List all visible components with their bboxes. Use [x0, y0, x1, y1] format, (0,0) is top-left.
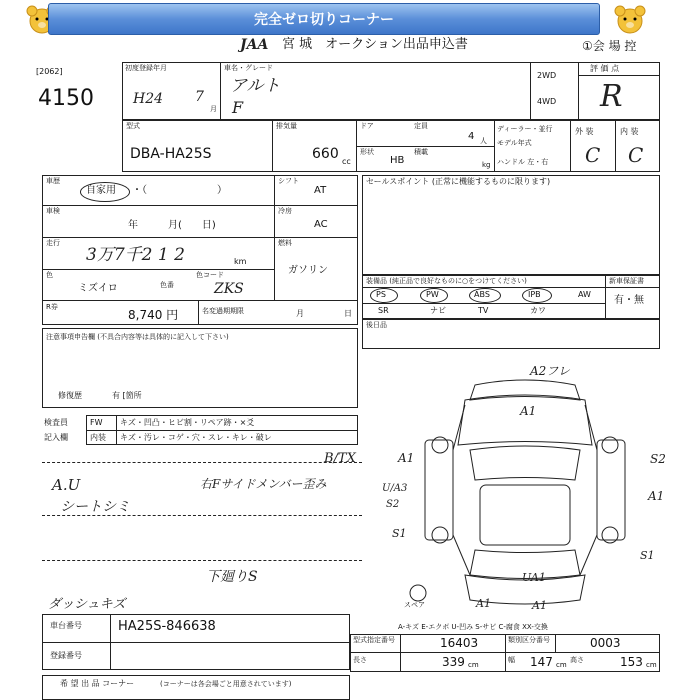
- spare-label: スペア: [404, 601, 425, 609]
- month-unit: 月: [210, 105, 217, 113]
- height-value: 153: [620, 655, 643, 669]
- handwritten-note-3: 右Fサイドメンバー歪み: [200, 477, 327, 491]
- equip-ipb: IPB: [528, 290, 541, 299]
- color-code: ZKS: [214, 281, 244, 297]
- int-items: キズ・汚レ・コゲ・穴・スレ・キレ・破レ: [120, 433, 272, 442]
- width-label: 幅: [508, 656, 515, 664]
- chassis-label: 車台番号: [50, 621, 82, 630]
- diag-label-top: A2フレ: [530, 364, 570, 378]
- diag-label-left-mid2: S2: [386, 499, 400, 510]
- displacement: 660: [312, 146, 339, 162]
- handwritten-note-1: A.U: [52, 476, 81, 494]
- aircon-label: 冷房: [278, 207, 292, 215]
- handwritten-note-5: ダッシュキズ: [48, 597, 126, 612]
- inspection-value: 年 月( 日): [128, 220, 216, 231]
- class-number: 0003: [590, 636, 621, 650]
- inspection-label: 車検: [46, 207, 60, 215]
- diag-label-right-low: S1: [640, 549, 655, 562]
- use-rest: ・（ ）: [132, 185, 227, 196]
- use-value: 自家用: [86, 185, 116, 196]
- entry-label: 記入欄: [44, 433, 68, 442]
- width-value: 147: [530, 655, 553, 669]
- color-code-label: 色コード: [196, 271, 224, 279]
- shape: HB: [390, 155, 405, 166]
- grade: F: [232, 98, 244, 117]
- cert-number: 16403: [440, 636, 479, 650]
- model-name: アルト: [230, 76, 281, 96]
- load-unit: kg: [482, 161, 491, 169]
- diag-label-rear: UA1: [522, 571, 546, 584]
- first-reg-month: 7: [195, 89, 204, 105]
- width-unit: cm: [556, 661, 567, 669]
- form-title: 宮 城 オークション出品申込書: [282, 37, 468, 52]
- chassis-number: HA25S-846638: [118, 619, 216, 634]
- int-label: 内装: [90, 433, 106, 442]
- capacity: 4: [468, 131, 475, 142]
- drive-4wd: 4WD: [537, 97, 557, 106]
- equip-pw: PW: [426, 290, 439, 299]
- height-label: 高さ: [570, 656, 584, 664]
- model-year-label: モデル年式: [497, 139, 532, 147]
- damage-legend: A-キズ E-エクボ U-凹み S-サビ C-腐食 XX-交換: [398, 623, 548, 631]
- recycle-fee: 8,740 円: [128, 308, 179, 322]
- inspector-label: 検査員: [44, 418, 68, 427]
- caution-label: 注意事項申告欄 (不具合内容等は具体的に記入して下さい): [46, 333, 229, 341]
- length-label: 長さ: [353, 656, 367, 664]
- handwritten-note-4: 下廻りS: [206, 569, 258, 585]
- shift-label: シフト: [278, 177, 299, 185]
- first-reg-label: 初度登録年月: [125, 64, 167, 72]
- after-label: 後日品: [366, 321, 387, 329]
- tax-label: 名変過期期限: [202, 307, 244, 315]
- shape-label: 形状: [360, 148, 374, 156]
- interior-label: 内 装: [620, 127, 639, 136]
- interior-score: C: [628, 143, 644, 167]
- model-code: DBA-HA25S: [130, 146, 212, 162]
- cert-label: 型式指定番号: [353, 636, 395, 644]
- lot-number: 4150: [38, 86, 94, 111]
- length-unit: cm: [468, 661, 479, 669]
- equip-tv: TV: [478, 306, 489, 315]
- color-label: 色: [46, 271, 53, 279]
- diag-label-left: A1: [398, 451, 415, 465]
- load-label: 積載: [414, 148, 428, 156]
- dealer-label: ディーラー・並行: [497, 125, 553, 133]
- color-no-label: 色番: [160, 281, 174, 289]
- drive-2wd: 2WD: [537, 71, 557, 80]
- handwritten-corner-note: B/TX: [324, 451, 356, 466]
- after-block: [362, 319, 660, 349]
- fw-items: キズ・凹凸・ヒビ割・リペア跡・×爻: [120, 418, 255, 427]
- steering-label: ハンドル 左・右: [497, 158, 549, 166]
- equip-abs: ABS: [474, 290, 490, 299]
- wish-corner-note: (コーナーは各会場ごと用意されています): [160, 680, 292, 688]
- tax-month: 月: [296, 309, 304, 318]
- brand-logo: JAA: [240, 37, 269, 53]
- aircon: AC: [314, 219, 328, 230]
- fuel: ガソリン: [288, 265, 328, 276]
- length-value: 339: [442, 655, 465, 669]
- diag-label-right: A1: [648, 489, 665, 503]
- capacity-label: 定員: [414, 122, 428, 130]
- mileage-unit: km: [234, 257, 247, 266]
- lot-small-number: [2062]: [36, 67, 63, 76]
- mileage-label: 走行: [46, 239, 60, 247]
- repair-label: 修復歴: [58, 391, 82, 400]
- wish-corner-label: 希 望 出 品 コーナー: [60, 679, 135, 688]
- name-grade-label: 車名・グレード: [224, 64, 273, 72]
- diag-label-hood: A1: [520, 404, 537, 418]
- first-reg-year: H24: [133, 91, 164, 107]
- equip-leather: カワ: [530, 306, 546, 315]
- handwritten-note-2: シートシミ: [60, 499, 130, 515]
- color: ミズイロ: [78, 283, 118, 294]
- diag-label-rear-right: A1: [532, 599, 547, 612]
- height-unit: cm: [646, 661, 657, 669]
- new-car-warranty-value: 有・無: [614, 295, 644, 306]
- equip-sr: SR: [378, 306, 389, 315]
- score-label: 評 価 点: [590, 64, 620, 73]
- sales-point-label: セールスポイント (正常に機能するものに限ります): [366, 177, 551, 186]
- diag-label-right-top: S2: [650, 452, 666, 466]
- equip-aw: AW: [578, 290, 591, 299]
- model-code-label: 型式: [126, 122, 140, 130]
- sales-point-block: [362, 175, 660, 275]
- equipment-label: 装備品 (純正品で良好なものに○をつけてください): [366, 277, 527, 285]
- shift: AT: [314, 185, 327, 196]
- equip-ps: PS: [376, 290, 386, 299]
- venue-copy-label: ①会 場 控: [582, 39, 637, 53]
- banner-title: 完全ゼロ切りコーナー: [48, 3, 600, 35]
- use-label: 車歴: [46, 177, 60, 185]
- overall-score: R: [600, 79, 623, 114]
- class-label: 類別区分番号: [508, 636, 550, 644]
- reg-number-label: 登録番号: [50, 651, 82, 660]
- fw-label: FW: [90, 418, 103, 427]
- exterior-label: 外 装: [575, 127, 594, 136]
- recycle-label: R券: [46, 303, 58, 311]
- capacity-unit: 人: [480, 137, 487, 145]
- mileage: 3万7千2 1 2: [86, 245, 185, 265]
- equip-navi: ナビ: [430, 306, 446, 315]
- diag-label-left-low: S1: [392, 527, 407, 540]
- new-car-warranty-label: 新車保証書: [609, 277, 644, 285]
- door-label: ドア: [360, 122, 374, 130]
- exterior-score: C: [585, 143, 601, 167]
- repair-value: 有 [箇所: [112, 391, 142, 400]
- fuel-label: 燃料: [278, 239, 292, 247]
- cc-unit: cc: [342, 157, 351, 166]
- diag-label-rear-left: A1: [476, 597, 491, 610]
- diag-label-left-mid1: U/A3: [382, 483, 408, 494]
- tax-day: 日: [344, 309, 352, 318]
- displacement-label: 排気量: [276, 122, 297, 130]
- bear-mascot-right-icon: [610, 3, 650, 37]
